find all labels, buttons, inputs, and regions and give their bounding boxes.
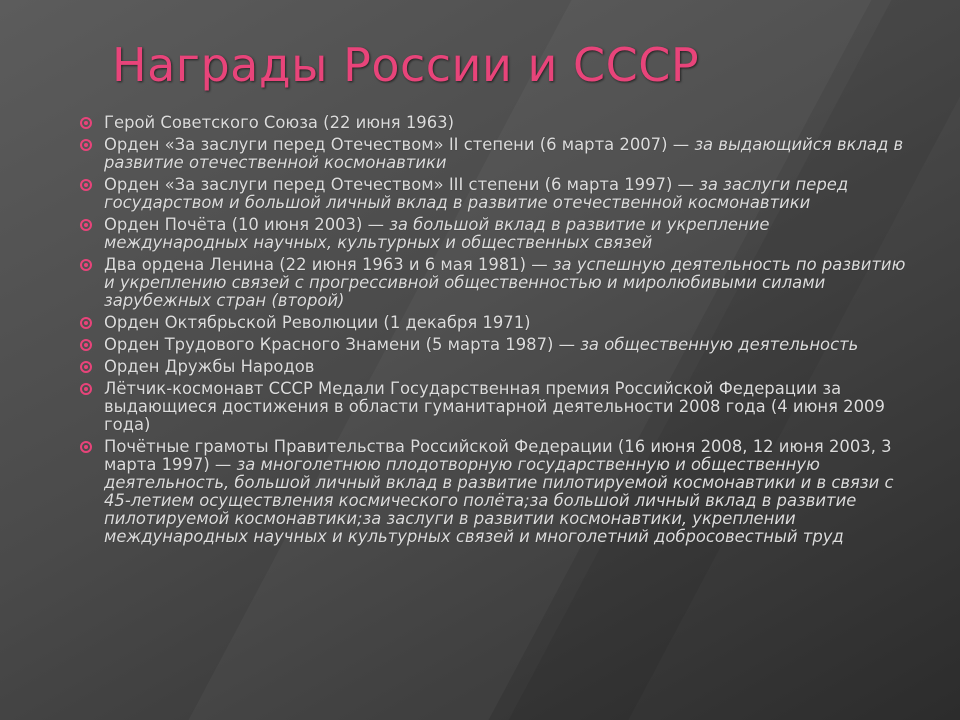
list-item (80, 380, 910, 434)
target-circle-icon (80, 339, 92, 351)
list-item (80, 358, 910, 376)
item-text: Орден «За заслуги перед Отечеством» III степени (6 марта 1997) — (104, 175, 700, 194)
target-circle-icon (80, 259, 92, 271)
list-item (80, 314, 910, 332)
target-circle-icon (80, 219, 92, 231)
list-item (80, 216, 910, 252)
item-emphasis: за выдающийся вклад в развитие отечественной космонавтики (104, 135, 904, 172)
target-circle-icon (80, 361, 92, 373)
item-text: Почётные грамоты Правительства Российской Федерации (16 июня 2008, 12 июня 2003, 3 марта 1997) — (104, 437, 892, 474)
target-circle-icon (80, 441, 92, 453)
item-text: Орден Октябрьской Революции (1 декабря 1971) (104, 313, 531, 332)
list-item (80, 438, 910, 546)
list-item (80, 176, 910, 212)
list-item (80, 114, 910, 132)
item-text: Орден «За заслуги перед Отечеством» II степени (6 марта 2007) — (104, 135, 695, 154)
item-emphasis: за успешную деятельность по развитию и укреплению связей с прогрессивной общественностью и миролюбивыми силами зарубежных стран (второй) (104, 255, 906, 310)
item-text: Орден Почёта (10 июня 2003) — (104, 215, 390, 234)
target-circle-icon (80, 383, 92, 395)
item-text: Орден Дружбы Народов (104, 357, 315, 376)
list-item (80, 136, 910, 172)
target-circle-icon (80, 117, 92, 129)
item-emphasis: за большой вклад в развитие и укрепление международных научных, культурных и общественных связей (104, 215, 770, 252)
item-text: Два ордена Ленина (22 июня 1963 и 6 мая 1981) — (104, 255, 553, 274)
item-emphasis: за заслуги перед государством и большой личный вклад в развитие отечественной космонавтики (104, 175, 849, 212)
item-text: Лётчик-космонавт СССР Медали Государственная премия Российской Федерации за выдающиеся достижения в области гуманитарной деятельности 2008 года (4 июня 2009 года) (104, 379, 885, 434)
item-text: Орден Трудового Красного Знамени (5 марта 1987) — (104, 335, 581, 354)
slide-title: Награды России и СССР (112, 38, 700, 92)
target-circle-icon (80, 139, 92, 151)
item-emphasis: за общественную деятельность (580, 335, 859, 354)
target-circle-icon (80, 317, 92, 329)
item-emphasis: за многолетнюю плодотворную государственную и общественную деятельность, большой личный вклад в развитие пилотируемой космонавтики и в связи с 45-летием осуществления космического полёта;за большой личный вклад в развитие пилотируемой космонавтики;за заслуги в развитии космонавтики, укреплении международных научных и культурных связей и многолетний добросовестный труд (104, 455, 894, 546)
list-item (80, 336, 910, 354)
awards-list (80, 114, 910, 550)
list-item (80, 256, 910, 310)
target-circle-icon (80, 179, 92, 191)
item-text: Герой Советского Союза (22 июня 1963) (104, 113, 454, 132)
